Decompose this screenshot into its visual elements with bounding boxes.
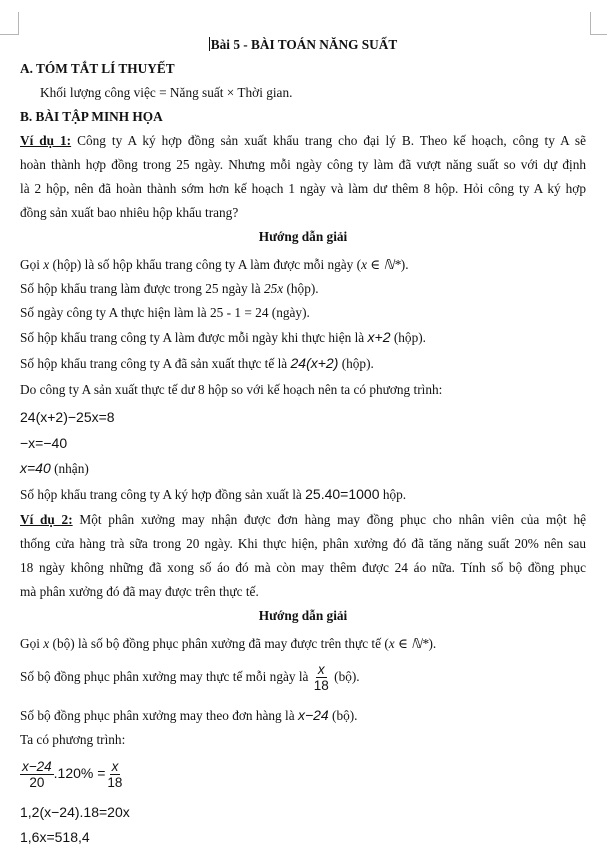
example1-sol-line-1: Gọi x (hộp) là số hộp khẩu trang công ty A làm được mỗi ngày (x ∈ ℕ*).	[20, 257, 409, 272]
example2-line-3: 18 ngày không những đã xong số áo đó mà còn may thêm được 24 áo nữa. Tính số bộ đồng phục	[20, 560, 586, 575]
section-b-heading: B. BÀI TẬP MINH HỌA	[20, 109, 163, 124]
example1-line-2: hoàn thành hợp đồng trong 25 ngày. Nhưng mỗi ngày công ty làm đã vượt năng suất so với dự định	[20, 157, 586, 172]
fraction-x-over-18: $\frac{x}{18}$	[313, 662, 329, 694]
example2-sol-line-1: Gọi x (bộ) là số bộ đồng phục phân xưởng đã may được trên thực tế (x ∈ ℕ*).	[20, 636, 437, 651]
example1-equation-1: 24(x+2)−25x=8	[20, 409, 115, 425]
example1-line-1: Ví dụ 1: Công ty A ký hợp đồng sản xuất khẩu trang cho đại lý B. Theo kế hoạch, công ty A sẽ	[20, 133, 587, 148]
page-title: Bài 5 - BÀI TOÁN NĂNG SUẤT	[210, 37, 398, 52]
example1-sol-line-4: Số hộp khẩu trang công ty A làm được mỗi ngày khi thực hiện là x+2 (hộp).	[20, 329, 426, 345]
example1-label: Ví dụ 1:	[20, 133, 72, 148]
theory-formula: Khối lượng công việc = Năng suất × Thời gian.	[40, 85, 293, 100]
crop-mark-top-left	[0, 12, 19, 35]
example1-sol-line-2: Số hộp khẩu trang làm được trong 25 ngày là 25x (hộp).	[20, 281, 319, 296]
section-a-heading: A. TÓM TẮT LÍ THUYẾT	[20, 61, 175, 76]
example2-guide-title: Hướng dẫn giải	[258, 608, 348, 623]
example2-sol-line-2: Số bộ đồng phục phân xưởng may thực tế mỗi ngày là $\frac{x}{18}$ (bộ).	[20, 662, 360, 694]
example1-guide-title: Hướng dẫn giải	[258, 229, 348, 244]
crop-mark-top-right	[590, 12, 607, 35]
example1-sol-line-3: Số ngày công ty A thực hiện làm là 25 - 1 = 24 (ngày).	[20, 305, 310, 320]
text-cursor	[209, 37, 210, 51]
example1-answer: Số hộp khẩu trang công ty A ký hợp đồng sản xuất là 25.40=1000 hộp.	[20, 486, 407, 502]
example2-sol-line-3: Số bộ đồng phục phân xưởng may theo đơn hàng là x−24 (bộ).	[20, 707, 358, 723]
fraction-x-minus-24-over-20: $\frac{x-24}{20}$	[22, 759, 52, 791]
example1-sol-line-6: Do công ty A sản xuất thực tế dư 8 hộp so với kế hoạch nên ta có phương trình:	[20, 382, 443, 397]
example2-line-1: Ví dụ 2: Một phân xưởng may nhận được đơn hàng may đồng phục cho nhân viên của một hệ	[20, 512, 587, 527]
example1-line-3: là 2 hộp, nên đã hoàn thành sớm hơn kế hoạch 1 ngày và làm dư thêm 8 hộp. Hỏi công ty A ký hợp	[20, 181, 586, 196]
fraction-x-over-18-rhs: $\frac{x}{18}$	[107, 759, 123, 791]
example2-label: Ví dụ 2:	[20, 512, 73, 527]
example1-equation-2: −x=−40	[20, 435, 68, 451]
example2-equation-3: 1,6x=518,4	[20, 829, 90, 845]
example1-equation-3: x=40 (nhận)	[20, 460, 89, 476]
example2-sol-line-4: Ta có phương trình:	[20, 732, 126, 747]
example2-equation-1: $\frac{x-24}{20}$ .120% = $\frac{x}{18}$	[22, 759, 123, 791]
example2-equation-2: 1,2(x−24).18=20x	[20, 804, 130, 820]
example1-sol-line-5: Số hộp khẩu trang công ty A đã sản xuất thực tế là 24(x+2) (hộp).	[20, 355, 374, 371]
example1-line-4: đồng sản xuất bao nhiêu hộp khẩu trang?	[20, 205, 239, 220]
example2-line-4: mà phân xưởng đó đã may được trên thực tế.	[20, 584, 259, 599]
example2-line-2: thống cửa hàng trà sữa trong 20 ngày. Khi thực hiện, phân xưởng đó đã tăng năng suất 20% nên sau	[20, 536, 586, 551]
